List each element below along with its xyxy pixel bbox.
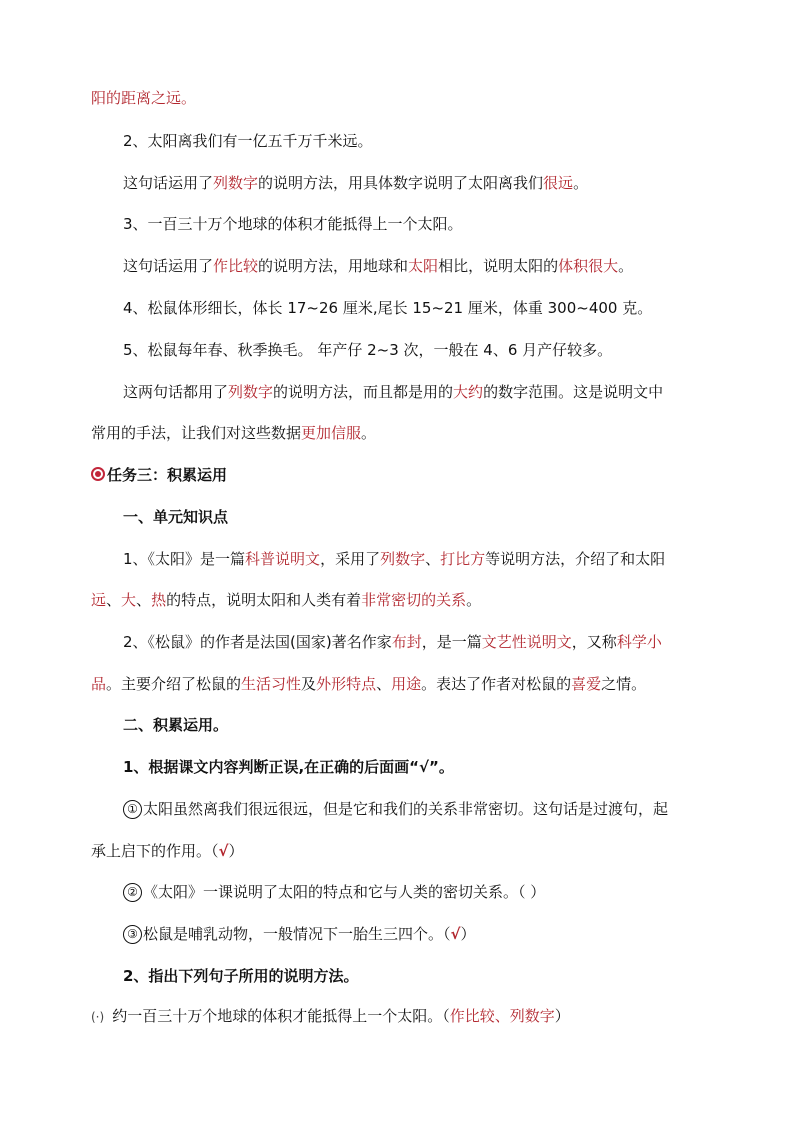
answer-text: 大约 bbox=[453, 383, 484, 401]
text-line-5: 这句话运用了作比较的说明方法，用地球和太阳相比，说明太阳的体积很大。 bbox=[123, 257, 634, 275]
text-line-23: (·) 约一百三十万个地球的体积才能抵得上一个太阳。（作比较、列数字） bbox=[91, 1007, 570, 1025]
answer-text: 打比方 bbox=[440, 550, 486, 568]
answer-text: 很远 bbox=[543, 174, 574, 192]
signal-icon: (·) bbox=[91, 1010, 105, 1024]
question-item-3: ③ 松鼠是哺乳动物，一般情况下一胎生三四个。（√） bbox=[123, 924, 794, 944]
answer-text: 阳的距离之远。 bbox=[91, 89, 197, 107]
checkmark-answer: √ bbox=[218, 842, 229, 860]
target-bullet-icon bbox=[91, 467, 105, 481]
text-line-14: 2、《松鼠》的作者是法国(国家)著名作家布封，是一篇文艺性说明文，又称科学小 bbox=[123, 633, 662, 651]
answer-text: 作比较、列数字 bbox=[449, 1007, 555, 1025]
text-line-3: 这句话运用了列数字的说明方法，用具体数字说明了太阳离我们很远。 bbox=[123, 174, 589, 192]
checkmark-answer: √ bbox=[450, 925, 461, 943]
text-line-19: 承上启下的作用。（√） bbox=[91, 842, 244, 860]
answer-text: 列数字 bbox=[228, 383, 274, 401]
answer-text: 列数字 bbox=[380, 550, 426, 568]
text-line-15: 品。主要介绍了松鼠的生活习性及外形特点、用途。表达了作者对松鼠的喜爱之情。 bbox=[91, 675, 647, 693]
task-heading: 任务三：积累运用 bbox=[91, 465, 794, 485]
text-line-6: 4、松鼠体形细长，体长 17~26 厘米,尾长 15~21 厘米，体重 300~400 克。 bbox=[123, 299, 653, 317]
item-number: ③ bbox=[123, 925, 142, 944]
text-line-12: 1、《太阳》是一篇科普说明文，采用了列数字、打比方等说明方法，介绍了和太阳 bbox=[123, 550, 666, 568]
text-line-8: 这两句话都用了列数字的说明方法，而且都是用的大约的数字范围。这是说明文中 bbox=[123, 383, 664, 401]
section-heading-knowledge: 一、单元知识点 bbox=[123, 508, 229, 526]
text-line-9: 常用的手法，让我们对这些数据更加信服。 bbox=[91, 424, 377, 442]
item-number: ② bbox=[123, 883, 142, 902]
question-item-2: ② 《太阳》一课说明了太阳的特点和它与人类的密切关系。（ ） bbox=[123, 882, 794, 902]
answer-text: 科学小 bbox=[616, 633, 662, 651]
answer-text: 更加信服 bbox=[301, 424, 362, 442]
text-line-4: 3、一百三十万个地球的体积才能抵得上一个太阳。 bbox=[123, 215, 463, 233]
text-line-1 bbox=[91, 88, 794, 108]
question-item-1: ① 太阳虽然离我们很远很远，但是它和我们的关系非常密切。这句话是过渡句，起 bbox=[123, 799, 794, 819]
text-line-7: 5、松鼠每年春、秋季换毛。 年产仔 2~3 次，一般在 4、6 月产仔较多。 bbox=[123, 341, 613, 359]
answer-text: 作比较 bbox=[213, 257, 259, 275]
answer-text: 太阳 bbox=[408, 257, 439, 275]
question-heading-1: 1、根据课文内容判断正误,在正确的后面画“√”。 bbox=[123, 758, 454, 776]
answer-text: 非常密切的关系 bbox=[361, 591, 467, 609]
item-number: ① bbox=[123, 800, 142, 819]
answer-text: 体积很大 bbox=[558, 257, 619, 275]
text-line-2 bbox=[123, 131, 794, 151]
sentence-text: 2、太阳离我们有一亿五千万千米远。 bbox=[123, 132, 373, 150]
answer-text: 文艺性说明文 bbox=[481, 633, 572, 651]
question-heading-2: 2、指出下列句子所用的说明方法。 bbox=[123, 967, 359, 985]
answer-text: 布封 bbox=[391, 633, 422, 651]
text-line-13: 远、大、热的特点，说明太阳和人类有着非常密切的关系。 bbox=[91, 591, 482, 609]
answer-text: 科普说明文 bbox=[245, 550, 321, 568]
answer-text: 列数字 bbox=[213, 174, 259, 192]
section-heading-practice: 二、积累运用。 bbox=[123, 716, 229, 734]
